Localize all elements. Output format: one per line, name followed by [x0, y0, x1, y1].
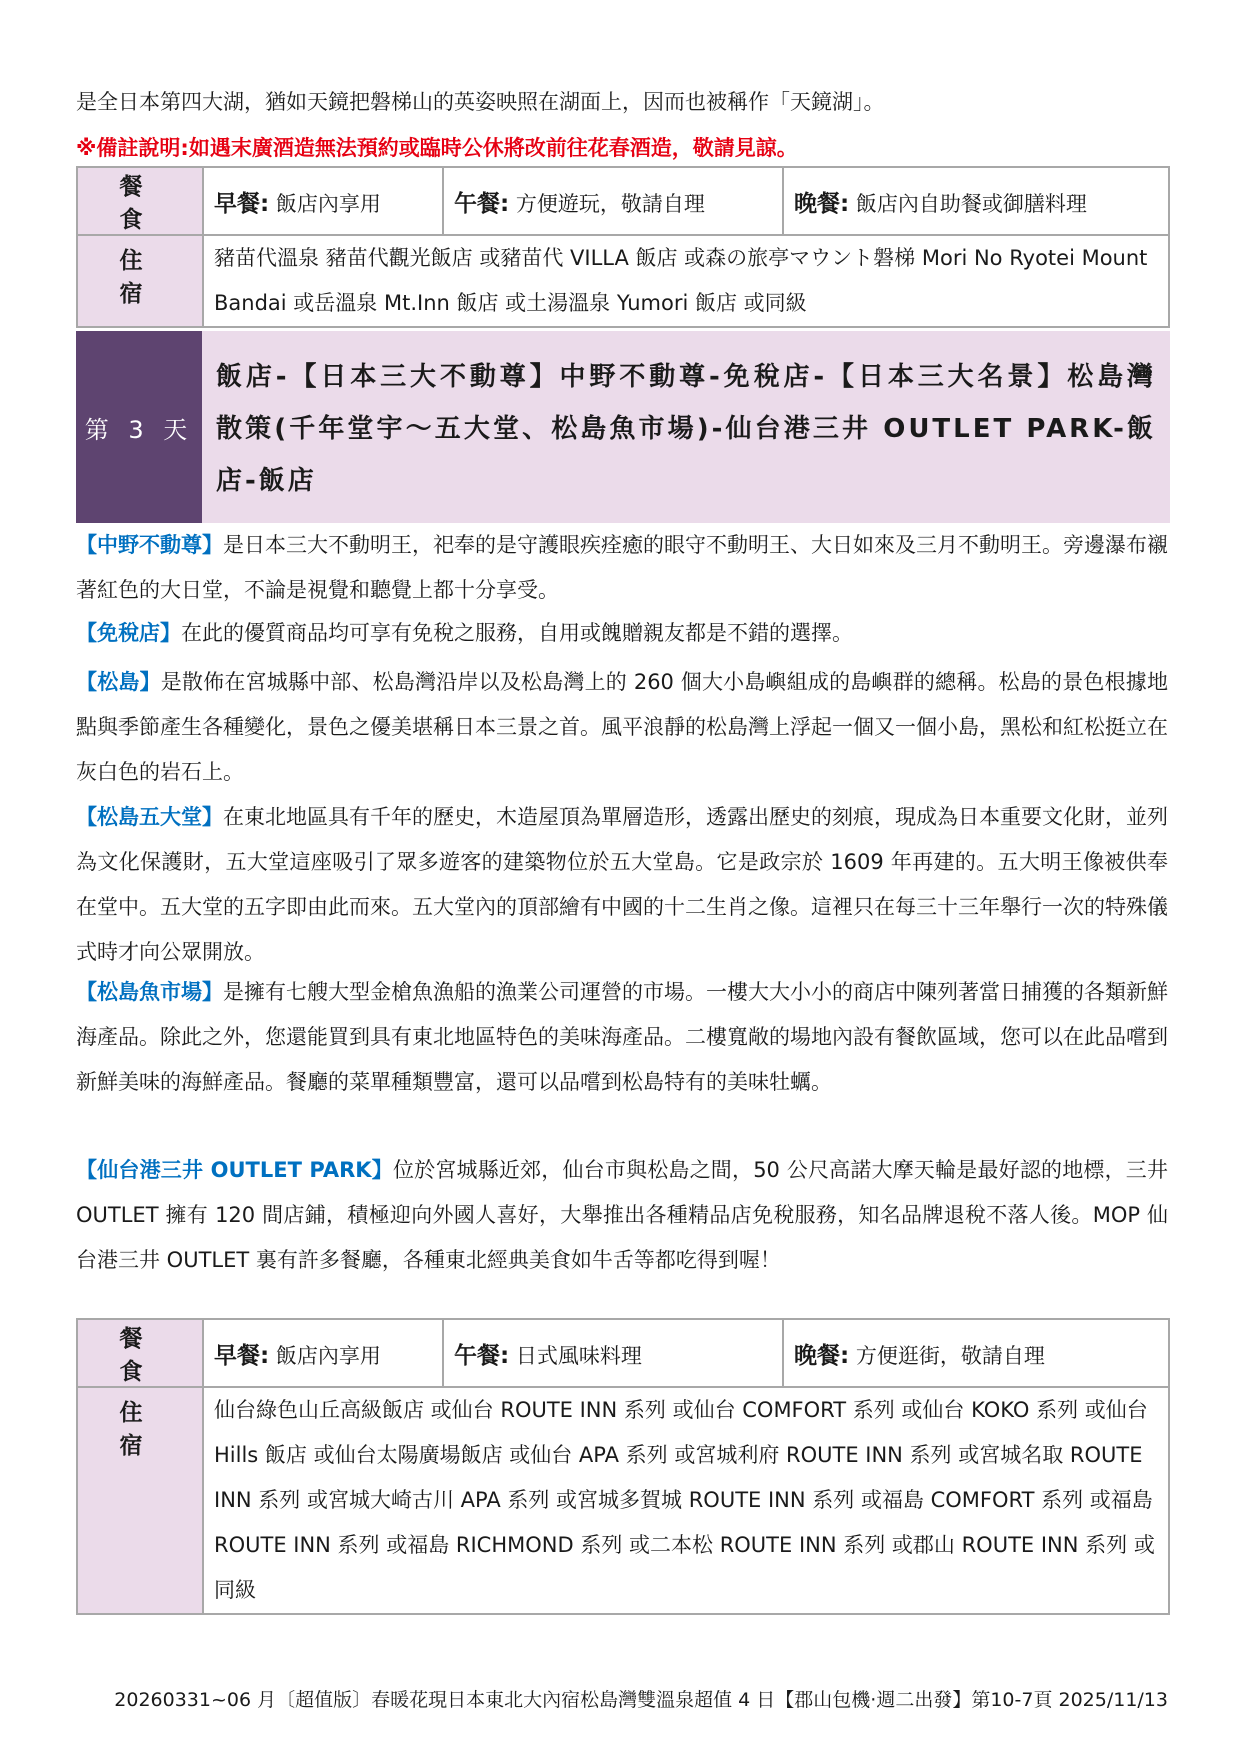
attraction-paragraph: [76, 1148, 1168, 1283]
dinner-cell: [783, 167, 1169, 235]
dinner-key: 晚餐:: [794, 190, 850, 217]
dinner-cell: [783, 1319, 1169, 1387]
day3-header: [76, 331, 1170, 523]
attraction-name: 【松島五大堂】: [76, 805, 223, 829]
breakfast-value: 飯店內享用: [275, 191, 381, 216]
attraction-paragraph: [76, 970, 1168, 1105]
breakfast-key: 早餐:: [214, 1342, 270, 1369]
attraction-name: 【松島魚市場】: [76, 980, 223, 1004]
intro-line: 是全日本第四大湖，猶如天鏡把磐梯山的英姿映照在湖面上，因而也被稱作「天鏡湖」。: [76, 90, 885, 114]
lodging-label: 住 宿: [77, 235, 203, 327]
lunch-value: 日式風味料理: [515, 1343, 642, 1368]
attraction-text: 是日本三大不動明王，祀奉的是守護眼疾痊癒的眼守不動明王、大日如來及三月不動明王。旁邊瀑布襯著紅色的大日堂，不論是視覺和聽覺上都十分享受。: [76, 533, 1168, 602]
lodging-row: [77, 235, 1169, 327]
dinner-value: 方便逛街，敬請自理: [855, 1343, 1045, 1368]
day-number-badge: 第 3 天: [76, 331, 202, 523]
lunch-key: 午餐:: [454, 190, 510, 217]
day-route-title: 飯店-【日本三大不動尊】中野不動尊-免稅店-【日本三大名景】松島灣散策(千年堂宇～五大堂、松島魚市場)-仙台港三井 OUTLET PARK-飯店-飯店: [202, 331, 1170, 523]
lodging-label: 住 宿: [77, 1387, 203, 1614]
meal-label: 餐 食: [77, 167, 203, 235]
attraction-text: 是擁有七艘大型金槍魚漁船的漁業公司運營的市場。一樓大大小小的商店中陳列著當日捕獲的各類新鮮海產品。除此之外，您還能買到具有東北地區特色的美味海產品。二樓寬敞的場地內設有餐飲區域，您可以在此品嚐到新鮮美味的海鮮產品。餐廳的菜單種類豐富，還可以品嚐到松島特有的美味牡蠣。: [76, 980, 1168, 1094]
breakfast-cell: [203, 1319, 443, 1387]
attraction-text: 在東北地區具有千年的歷史，木造屋頂為單層造形，透露出歷史的刻痕，現成為日本重要文化財，並列為文化保護財，五大堂這座吸引了眾多遊客的建築物位於五大堂島。它是政宗於 1609 年再建的。五大明王像被供奉在堂中。五大堂的五字即由此而來。五大堂內的頂部繪有中國的十二生肖之像。這裡只在每三十三年舉行一次的特殊儀式時才向公眾開放。: [76, 805, 1168, 964]
attraction-name: 【松島】: [76, 670, 161, 694]
attraction-paragraph: [76, 523, 1168, 613]
lunch-key: 午餐:: [454, 1342, 510, 1369]
day2-meal-lodging-table: [76, 166, 1170, 328]
attraction-text: 在此的優質商品均可享有免稅之服務，自用或餽贈親友都是不錯的選擇。: [181, 621, 853, 645]
breakfast-value: 飯店內享用: [275, 1343, 381, 1368]
lodging-value: 仙台綠色山丘高級飯店 或仙台 ROUTE INN 系列 或仙台 COMFORT 系列 或仙台 KOKO 系列 或仙台 Hills 飯店 或仙台太陽廣場飯店 或仙台 APA 系列 或宮城利府 ROUTE INN 系列 或宮城名取 ROUTE INN 系列 或宮城大崎古川 APA 系列 或宮城多賀城 ROUTE INN 系列 或福島 COMFORT 系列 或福島 ROUTE INN 系列 或福島 RICHMOND 系列 或二本松 ROUTE INN 系列 或郡山 ROUTE INN 系列 或同級: [203, 1387, 1169, 1614]
dinner-value: 飯店內自助餐或御膳料理: [855, 191, 1087, 216]
attraction-text: 是散佈在宮城縣中部、松島灣沿岸以及松島灣上的 260 個大小島嶼組成的島嶼群的總稱。松島的景色根據地點與季節產生各種變化，景色之優美堪稱日本三景之首。風平浪靜的松島灣上浮起一個又一個小島，黑松和紅松挺立在灰白色的岩石上。: [76, 670, 1168, 784]
lunch-cell: [443, 1319, 783, 1387]
breakfast-cell: [203, 167, 443, 235]
meal-row: [77, 1319, 1169, 1387]
dinner-key: 晚餐:: [794, 1342, 850, 1369]
page-footer: 20260331~06 月〔超值版〕春暖花現日本東北大內宿松島灣雙溫泉超值 4 日【郡山包機‧週二出發】第10-7頁 2025/11/13: [114, 1689, 1168, 1711]
breakfast-key: 早餐:: [214, 190, 270, 217]
lodging-value: 豬苗代溫泉 豬苗代觀光飯店 或豬苗代 VILLA 飯店 或森の旅亭マウント磐梯 Mori No Ryotei Mount Bandai 或岳溫泉 Mt.Inn 飯店 或土湯溫泉 Yumori 飯店 或同級: [203, 235, 1169, 327]
remark-note: ※備註說明:如遇末廣酒造無法預約或臨時公休將改前往花春酒造，敬請見諒。: [76, 136, 798, 160]
attraction-name: 【免稅店】: [76, 621, 181, 645]
day3-meal-lodging-table: [76, 1318, 1170, 1615]
attraction-text: 位於宮城縣近郊，仙台市與松島之間，50 公尺高諾大摩天輪是最好認的地標，三井 OUTLET 擁有 120 間店鋪，積極迎向外國人喜好，大舉推出各種精品店免稅服務，知名品牌退稅不落人後。MOP 仙台港三井 OUTLET 裏有許多餐廳，各種東北經典美食如牛舌等都吃得到喔！: [76, 1158, 1168, 1272]
attraction-paragraph: [76, 795, 1168, 975]
attraction-name: 【仙台港三井 OUTLET PARK】: [76, 1158, 393, 1182]
attraction-name: 【中野不動尊】: [76, 533, 223, 557]
meal-label: 餐 食: [77, 1319, 203, 1387]
lunch-cell: [443, 167, 783, 235]
lodging-row: [77, 1387, 1169, 1614]
lunch-value: 方便遊玩，敬請自理: [515, 191, 705, 216]
attraction-paragraph: [76, 611, 1168, 656]
attraction-paragraph: [76, 660, 1168, 795]
meal-row: [77, 167, 1169, 235]
